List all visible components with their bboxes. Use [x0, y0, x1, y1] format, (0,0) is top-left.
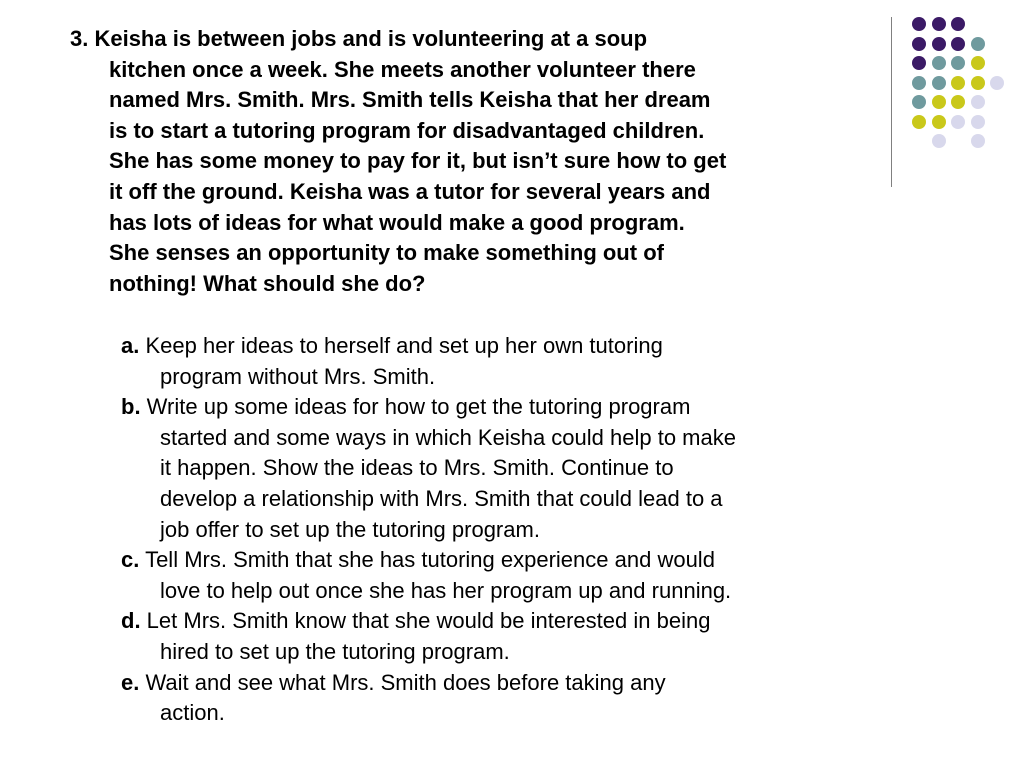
decorative-dot — [932, 76, 946, 90]
option-line: program without Mrs. Smith. — [160, 363, 436, 389]
option-line: it happen. Show the ideas to Mrs. Smith. Continue to — [160, 455, 674, 481]
decorative-dot — [971, 37, 985, 51]
option-line — [121, 668, 841, 699]
question-line: kitchen once a week. She meets another volunteer there — [109, 56, 696, 82]
decorative-dot — [932, 56, 946, 70]
answer-options — [121, 331, 841, 729]
decorative-dot — [951, 17, 965, 31]
decorative-dot — [971, 134, 985, 148]
decorative-dot — [912, 17, 926, 31]
option-d — [121, 606, 841, 667]
question-line: named Mrs. Smith. Mrs. Smith tells Keisha that her dream — [109, 87, 711, 113]
decorative-dot — [971, 56, 985, 70]
decorative-dot — [932, 115, 946, 129]
option-letter: a. — [121, 333, 140, 358]
decorative-dot — [932, 134, 946, 148]
decorative-dot — [951, 56, 965, 70]
question-line: nothing! What should she do? — [109, 270, 426, 296]
option-text: Let Mrs. Smith know that she would be interested in being — [140, 608, 711, 634]
option-text: Write up some ideas for how to get the tutoring program — [140, 394, 691, 420]
question-line: 3. Keisha is between jobs and is volunteering at a soup — [70, 26, 648, 51]
decorative-dot — [951, 115, 965, 129]
option-text: Tell Mrs. Smith that she has tutoring experience and would — [139, 547, 715, 573]
decorative-dot — [912, 95, 926, 109]
option-b — [121, 392, 841, 545]
option-a — [121, 331, 841, 392]
decorative-dot — [932, 17, 946, 31]
decorative-dot — [932, 37, 946, 51]
option-letter: e. — [121, 669, 140, 695]
decorative-dot — [912, 115, 926, 129]
question-line: it off the ground. Keisha was a tutor for several years and — [109, 178, 711, 204]
decorative-dot — [971, 76, 985, 90]
question-line: She has some money to pay for it, but isn’t sure how to get — [109, 148, 727, 174]
option-letter: d. — [121, 608, 141, 634]
option-line — [121, 545, 841, 576]
option-letter: b. — [121, 394, 141, 420]
option-line: action. — [160, 700, 225, 726]
decorative-dot — [971, 115, 985, 129]
option-line — [121, 392, 841, 423]
option-text: Keep her ideas to herself and set up her own tutoring — [139, 333, 663, 358]
question-text — [70, 24, 840, 299]
option-line: started and some ways in which Keisha could help to make — [160, 424, 736, 450]
option-letter: c. — [121, 547, 140, 573]
option-line — [121, 606, 841, 637]
option-line: develop a relationship with Mrs. Smith that could lead to a — [160, 485, 723, 511]
decorative-dot — [971, 95, 985, 109]
vertical-divider — [891, 17, 892, 187]
decorative-dot — [932, 95, 946, 109]
question-line: has lots of ideas for what would make a good program. — [109, 209, 685, 235]
option-line: hired to set up the tutoring program. — [160, 638, 510, 664]
decorative-dot — [990, 76, 1004, 90]
decorative-dot — [951, 37, 965, 51]
option-line: job offer to set up the tutoring program. — [160, 516, 540, 542]
option-text: Wait and see what Mrs. Smith does before taking any — [139, 669, 666, 695]
decorative-dot — [912, 76, 926, 90]
option-e — [121, 668, 841, 729]
decorative-dot — [912, 37, 926, 51]
question-line: She senses an opportunity to make something out of — [109, 240, 664, 266]
option-line: love to help out once she has her program up and running. — [160, 577, 732, 603]
option-c — [121, 545, 841, 606]
decorative-dot — [951, 95, 965, 109]
question-line: is to start a tutoring program for disadvantaged children. — [109, 117, 705, 143]
decorative-dot — [912, 56, 926, 70]
decorative-dot — [951, 76, 965, 90]
option-line — [121, 331, 841, 362]
